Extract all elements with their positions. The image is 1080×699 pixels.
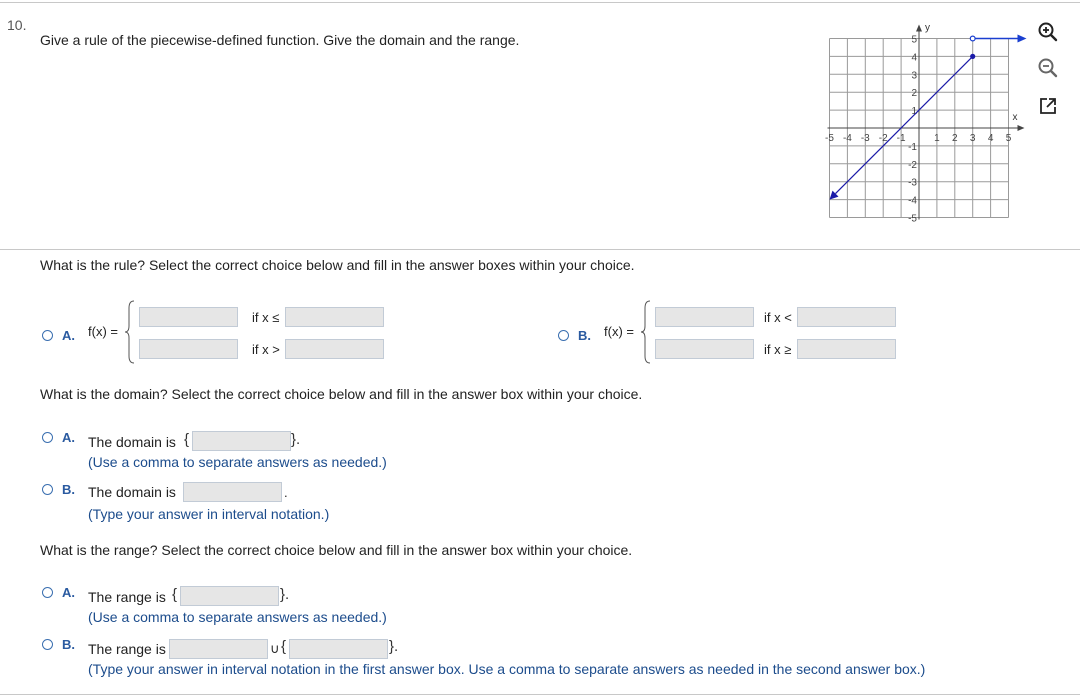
rule-option-b-radio[interactable] [558,330,569,341]
domain-option-a-hint: (Use a comma to separate answers as needed.) [88,454,387,470]
range-b-set-input[interactable] [289,639,388,659]
x-tick-label: 2 [952,133,958,144]
x-tick-label: -3 [860,133,870,144]
section-divider [0,249,1080,250]
x-tick-label: 1 [934,133,940,144]
domain-option-b-hint: (Type your answer in interval notation.) [88,506,330,522]
range-option-a-label[interactable]: A. [62,585,75,600]
open-point [970,36,975,41]
y-tick-label: 4 [911,52,917,64]
domain-option-a-label[interactable]: A. [62,430,75,445]
rule-b-expr1-input[interactable] [655,307,754,327]
range-option-a-hint: (Use a comma to separate answers as needed.) [88,609,387,625]
rule-option-b-label[interactable]: B. [578,328,591,343]
range-b-union: ∪ [270,641,280,656]
range-b-close-brace: }. [389,638,399,655]
y-axis-arrow [916,25,922,32]
graph-axes [828,23,1025,220]
question-number: 10. [7,17,27,33]
range-b-interval-input[interactable] [169,639,268,659]
domain-prompt: What is the domain? Select the correct choice below and fill in the answer box within your choice. [40,386,643,402]
y-tick-label: -2 [908,159,917,171]
range-option-b-radio[interactable] [42,639,53,650]
x-tick-label: 4 [987,133,994,144]
function-graph [823,16,1033,226]
rule-b-bound1-input[interactable] [797,307,896,327]
rule-a-cond1: if x ≤ [252,310,280,325]
y-tick-label: 2 [911,88,917,100]
y-axis-label: y [925,22,930,34]
range-b-open-brace: { [281,638,287,655]
range-a-open-brace: { [172,586,178,603]
graph-ray-arrow [1018,35,1027,43]
domain-a-input[interactable] [192,431,291,451]
y-tick-label: -3 [908,177,917,189]
range-a-close-brace: }. [280,586,290,603]
y-tick-label: 5 [911,34,917,46]
question-instructions: Give a rule of the piecewise-defined function. Give the domain and the range. [40,32,520,48]
zoom-in-icon[interactable] [1036,20,1060,44]
rule-option-b-brace [640,300,652,364]
rule-option-a-brace [124,300,136,364]
rule-option-a-radio[interactable] [42,330,53,341]
domain-option-b-radio[interactable] [42,484,53,495]
rule-a-expr2-input[interactable] [139,339,238,359]
rule-a-cond2: if x > [252,342,280,357]
top-border [0,2,1080,3]
range-option-b-hint: (Type your answer in interval notation in the first answer box. Use a comma to separate answers as needed in the second answer box.) [88,661,926,677]
rule-b-bound2-input[interactable] [797,339,896,359]
rule-b-expr2-input[interactable] [655,339,754,359]
zoom-out-icon[interactable] [1036,56,1060,80]
domain-b-input[interactable] [183,482,282,502]
x-tick-label: -1 [896,133,906,144]
domain-option-b-label[interactable]: B. [62,482,75,497]
rule-option-a-fx: f(x) = [88,324,118,339]
range-option-a-text: The range is [88,589,166,605]
domain-a-close-brace: }. [291,431,301,448]
rule-option-b-fx: f(x) = [604,324,634,339]
domain-option-a-text: The domain is [88,434,176,450]
y-tick-label: 1 [911,106,917,118]
x-tick-label: -4 [842,133,852,144]
x-tick-label: -5 [825,133,834,144]
range-option-a-radio[interactable] [42,587,53,598]
x-tick-label: 3 [969,133,976,144]
closed-point [970,54,975,59]
domain-option-b-text: The domain is [88,484,176,500]
x-tick-label: 5 [1005,133,1012,144]
y-tick-label: -1 [908,141,917,153]
rule-b-cond2: if x ≥ [764,342,792,357]
rule-b-cond1: if x < [764,310,792,325]
y-tick-label: -4 [908,195,917,207]
rule-a-expr1-input[interactable] [139,307,238,327]
x-axis-label: x [1012,112,1018,123]
rule-prompt: What is the rule? Select the correct choice below and fill in the answer boxes within your choice. [40,257,635,273]
domain-a-open-brace: { [184,431,190,448]
bottom-border [0,694,1080,695]
popout-icon[interactable] [1036,94,1060,118]
x-tick-label: -2 [878,133,888,144]
graph-tick-labels [825,35,1012,225]
rule-a-bound1-input[interactable] [285,307,384,327]
y-tick-label: 3 [911,70,917,82]
rule-a-bound2-input[interactable] [285,339,384,359]
y-tick-label: -5 [908,213,917,225]
graph-curves [830,35,1027,200]
graph-line-segment [836,56,973,193]
range-prompt: What is the range? Select the correct choice below and fill in the answer box within your choice. [40,542,633,558]
range-option-b-text: The range is [88,641,166,657]
range-option-b-label[interactable]: B. [62,637,75,652]
rule-option-a-label[interactable]: A. [62,328,75,343]
range-a-input[interactable] [180,586,279,606]
domain-option-a-radio[interactable] [42,432,53,443]
x-axis-arrow [1018,125,1025,131]
domain-b-period: . [284,485,288,500]
